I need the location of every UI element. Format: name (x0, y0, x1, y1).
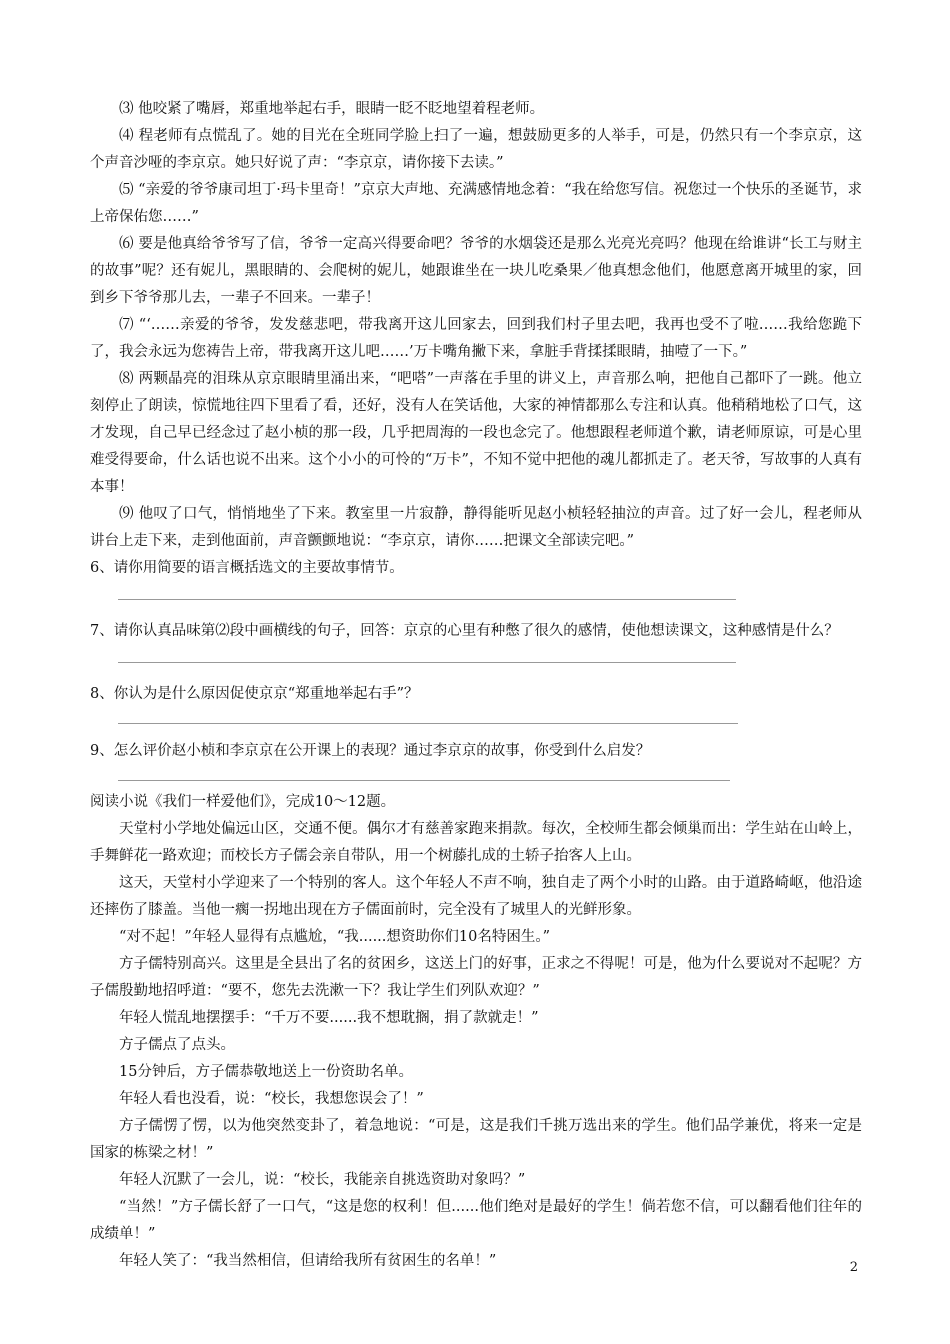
story-paragraph-9: 方子儒愣了愣，以为他突然变卦了，着急地说：“可是，这是我们千挑万选出来的学生。他们品学兼优，将来一定是国家的栋梁之材！” (90, 1118, 862, 1161)
question-7: 7、请你认真品味第⑵段中画横线的句子，回答：京京的心里有种憋了很久的感情，使他想读课文，这种感情是什么？ (90, 623, 839, 639)
story-paragraph-11: “当然！”方子儒长舒了一口气，“这是您的权利！但......他们绝对是最好的学生！倘若您不信，可以翻看他们往年的成绩单！” (90, 1199, 862, 1242)
story-paragraph-7: 15分钟后，方子儒恭敬地送上一份资助名单。 (119, 1064, 413, 1080)
story-paragraph-10: 年轻人沉默了一会儿，说：“校长，我能亲自挑选资助对象吗？” (119, 1172, 526, 1188)
paragraph-7: ⑺ “‘……亲爱的爷爷，发发慈悲吧，带我离开这儿回家去，回到我们村子里去吧，我再也受不了啦……我给您跪下了，我会永远为您祷告上帝，带我离开这儿吧……’万卡嘴角撇下来，拿脏手背揉揉眼睛，抽噎了一下。” (90, 317, 862, 360)
passage2-intro: 阅读小说《我们一样爱他们》，完成10～12题。 (90, 794, 396, 810)
question-9: 9、怎么评价赵小桢和李京京在公开课上的表现？通过李京京的故事，你受到什么启发？ (90, 743, 651, 759)
story-paragraph-3: “对不起！”年轻人显得有点尴尬，“我......想资助你们10名特困生。” (119, 929, 551, 945)
paragraph-6: ⑹ 要是他真给爷爷写了信，爷爷一定高兴得要命吧？爷爷的水烟袋还是那么光亮光亮吗？他现在给谁讲“长工与财主的故事”呢？还有妮儿，黑眼睛的、会爬树的妮儿，她跟谁坐在一块儿吃桑果／他真想念他们，他愿意离开城里的家，回到乡下爷爷那儿去，一辈子不回来。一辈子！ (90, 236, 862, 306)
question-8: 8、你认为是什么原因促使京京“郑重地举起右手”？ (90, 686, 419, 702)
story-paragraph-8: 年轻人看也没看，说：“校长，我想您误会了！” (119, 1091, 424, 1107)
story-paragraph-6: 方子儒点了点头。 (119, 1037, 235, 1053)
answer-line-8[interactable] (118, 722, 738, 724)
paragraph-5: ⑸ “亲爱的爷爷康司坦丁·玛卡里奇！”京京大声地、充满感情地念着：“我在给您写信。祝您过一个快乐的圣诞节，求上帝保佑您……” (90, 182, 862, 225)
paragraph-9: ⑼ 他叹了口气，悄悄地坐了下来。教室里一片寂静，静得能听见赵小桢轻轻抽泣的声音。过了好一会儿，程老师从讲台上走下来，走到他面前，声音颤颤地说：“李京京，请你……把课文全部读完吧。” (90, 506, 862, 549)
story-paragraph-2: 这天，天堂村小学迎来了一个特别的客人。这个年轻人不声不响，独自走了两个小时的山路。由于道路崎岖，他沿途还摔伤了膝盖。当他一瘸一拐地出现在方子儒面前时，完全没有了城里人的光鲜形象。 (90, 875, 862, 918)
story-paragraph-1: 天堂村小学地处偏远山区，交通不便。偶尔才有慈善家跑来捐款。每次，全校师生都会倾巢而出：学生站在山岭上，手舞鲜花一路欢迎；而校长方子儒会亲自带队，用一个树藤扎成的土轿子抬客人上山。 (90, 821, 862, 864)
question-6: 6、请你用简要的语言概括选文的主要故事情节。 (90, 560, 404, 576)
page-number: 2 (849, 1260, 858, 1275)
answer-line-9[interactable] (118, 779, 730, 781)
paragraph-3: ⑶ 他咬紧了嘴唇，郑重地举起右手，眼睛一眨不眨地望着程老师。 (119, 101, 545, 117)
paragraph-4: ⑷ 程老师有点慌乱了。她的目光在全班同学脸上扫了一遍，想鼓励更多的人举手，可是，仍然只有一个李京京，这个声音沙哑的李京京。她只好说了声：“李京京，请你接下去读。” (90, 128, 862, 171)
document-page (90, 96, 862, 1275)
story-paragraph-5: 年轻人慌乱地摆摆手：“千万不要......我不想耽搁，捐了款就走！” (119, 1010, 539, 1026)
answer-line-6[interactable] (118, 598, 736, 600)
story-paragraph-12: 年轻人笑了：“我当然相信，但请给我所有贫困生的名单！” (119, 1253, 497, 1269)
story-paragraph-4: 方子儒特别高兴。这里是全县出了名的贫困乡，这送上门的好事，正求之不得呢！可是，他为什么要说对不起呢？方子儒殷勤地招呼道：“要不，您先去洗漱一下？我让学生们列队欢迎？” (90, 956, 862, 999)
answer-line-7[interactable] (118, 661, 736, 663)
paragraph-8: ⑻ 两颗晶亮的泪珠从京京眼睛里涌出来，“吧嗒”一声落在手里的讲义上，声音那么响，把他自己都吓了一跳。他立刻停止了朗读，惊慌地往四下里看了看，还好，没有人在笑话他，大家的神情都那么专注和认真。他稍稍地松了口气，这才发现，自己早已经念过了赵小桢的那一段，几乎把周海的一段也念完了。他想跟程老师道个歉，请老师原谅，可是心里难受得要命，什么话也说不出来。这个小小的可怜的“万卡”，不知不觉中把他的魂儿都抓走了。老天爷，写故事的人真有本事！ (90, 371, 862, 495)
